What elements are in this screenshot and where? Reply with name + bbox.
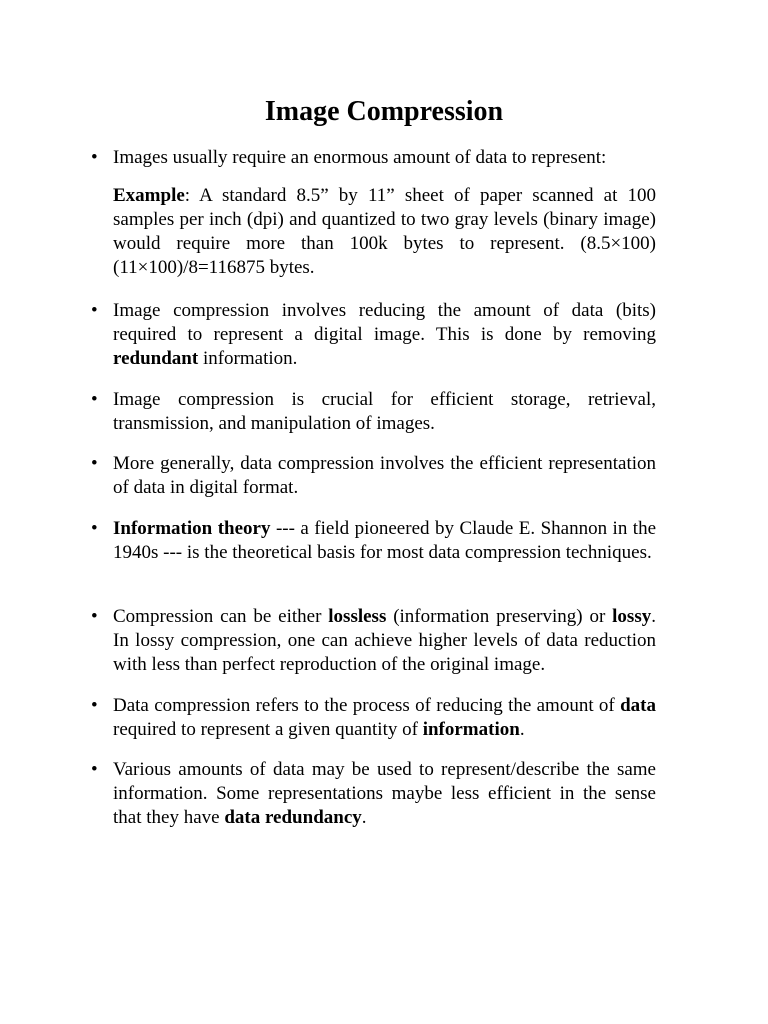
example-label: Example xyxy=(113,185,185,206)
bullet-icon: • xyxy=(91,606,98,627)
bullet-icon: • xyxy=(91,389,98,410)
example-formula: (8.5×100)(11×100)/8=116875 bytes. xyxy=(113,233,657,278)
list-item xyxy=(91,146,657,280)
list-item xyxy=(91,388,656,436)
example-paragraph: Example: A standard 8.5” by 11” sheet of paper scanned at 100 samples per inch (dpi) and quantized to two gray levels (binary image) would require more than 100k bytes to represent. (8.5×100)(11×100)/8=116875 bytes. xyxy=(113,185,657,278)
bullet-text: Compression can be either lossless (information preserving) or lossy. In lossy compression, one can achieve higher levels of data reduction with less than perfect reproduction of the original image. xyxy=(113,606,656,675)
bullet-icon: • xyxy=(91,453,98,474)
list-item xyxy=(91,517,657,565)
bullet-text: Data compression refers to the process of reducing the amount of data required to represent a given quantity of information. xyxy=(113,695,656,740)
list-item xyxy=(91,758,656,830)
bullet-text: Image compression involves reducing the amount of data (bits) required to represent a digital image. This is done by removing redundant information. xyxy=(113,300,656,369)
list-item xyxy=(91,694,656,742)
bullet-text: Images usually require an enormous amount of data to represent: xyxy=(113,147,607,168)
bullet-icon: • xyxy=(91,518,98,539)
list-item xyxy=(91,299,656,371)
bullet-text: More generally, data compression involves the efficient representation of data in digital format. xyxy=(113,453,656,498)
bullet-icon: • xyxy=(91,759,98,780)
bullet-icon: • xyxy=(91,300,98,321)
bullet-text: Image compression is crucial for efficient storage, retrieval, transmission, and manipulation of images. xyxy=(113,389,656,434)
bullet-text: Information theory --- a field pioneered by Claude E. Shannon in the 1940s --- is the theoretical basis for most data compression techniques. xyxy=(113,518,657,563)
bullet-text: Various amounts of data may be used to represent/describe the same information. Some representations maybe less efficient in the sense that they have data redundancy. xyxy=(113,759,656,828)
list-item xyxy=(91,452,656,500)
bullet-icon: • xyxy=(91,147,98,168)
page-title: Image Compression xyxy=(264,96,504,127)
bullet-icon: • xyxy=(91,695,98,716)
list-item xyxy=(91,605,656,677)
